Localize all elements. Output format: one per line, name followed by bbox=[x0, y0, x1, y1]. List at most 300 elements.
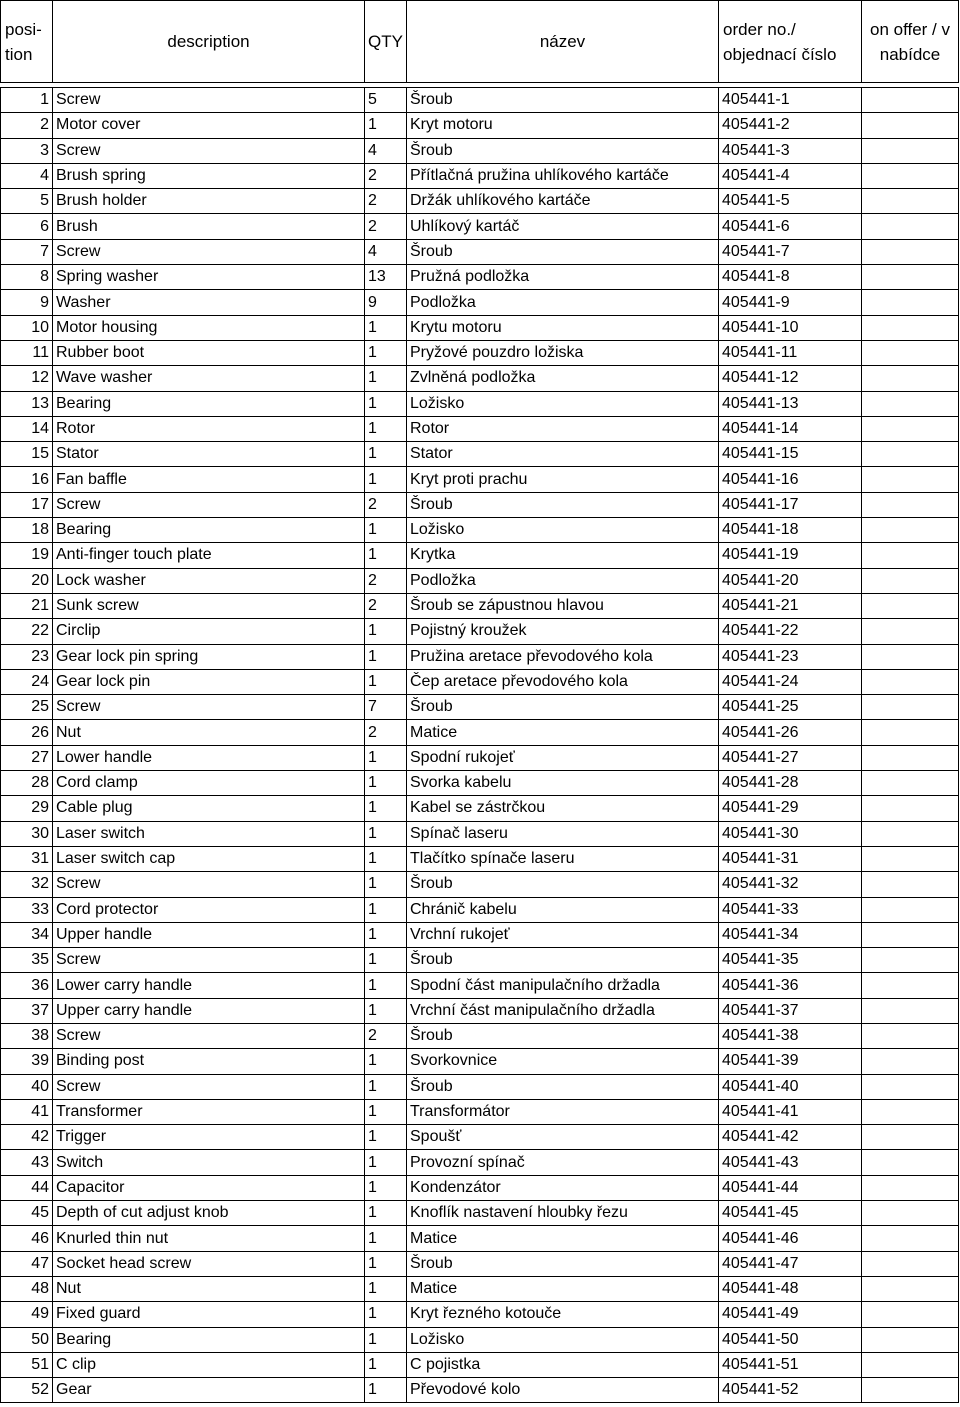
cell-qty: 2 bbox=[365, 1023, 407, 1048]
cell-qty: 1 bbox=[365, 619, 407, 644]
cell-name: Převodové kolo bbox=[407, 1378, 719, 1403]
cell-name: Pružná podložka bbox=[407, 265, 719, 290]
cell-description: Spring washer bbox=[53, 265, 365, 290]
cell-description: Upper handle bbox=[53, 922, 365, 947]
cell-on-offer bbox=[862, 1150, 959, 1175]
cell-order-number: 405441-41 bbox=[719, 1099, 862, 1124]
cell-order-number: 405441-19 bbox=[719, 543, 862, 568]
table-row bbox=[1, 948, 959, 973]
cell-name: Přítlačná pružina uhlíkového kartáče bbox=[407, 163, 719, 188]
table-row bbox=[1, 113, 959, 138]
cell-order-number: 405441-50 bbox=[719, 1327, 862, 1352]
cell-qty: 1 bbox=[365, 1175, 407, 1200]
table-row bbox=[1, 239, 959, 264]
cell-description: Cord clamp bbox=[53, 771, 365, 796]
table-row bbox=[1, 669, 959, 694]
cell-order-number: 405441-36 bbox=[719, 973, 862, 998]
cell-qty: 1 bbox=[365, 1302, 407, 1327]
table-row bbox=[1, 315, 959, 340]
cell-position: 21 bbox=[1, 593, 53, 618]
cell-qty: 1 bbox=[365, 1276, 407, 1301]
table-row bbox=[1, 1302, 959, 1327]
cell-description: Fixed guard bbox=[53, 1302, 365, 1327]
cell-qty: 1 bbox=[365, 518, 407, 543]
cell-qty: 2 bbox=[365, 163, 407, 188]
cell-order-number: 405441-14 bbox=[719, 416, 862, 441]
cell-name: Transformátor bbox=[407, 1099, 719, 1124]
cell-name: Rotor bbox=[407, 416, 719, 441]
cell-order-number: 405441-31 bbox=[719, 846, 862, 871]
cell-description: Fan baffle bbox=[53, 467, 365, 492]
cell-order-number: 405441-6 bbox=[719, 214, 862, 239]
cell-order-number: 405441-15 bbox=[719, 442, 862, 467]
cell-on-offer bbox=[862, 619, 959, 644]
cell-name: Ložisko bbox=[407, 391, 719, 416]
cell-position: 35 bbox=[1, 948, 53, 973]
cell-position: 6 bbox=[1, 214, 53, 239]
table-row bbox=[1, 998, 959, 1023]
cell-name: Pružina aretace převodového kola bbox=[407, 644, 719, 669]
cell-order-number: 405441-3 bbox=[719, 138, 862, 163]
cell-on-offer bbox=[862, 745, 959, 770]
cell-qty: 1 bbox=[365, 340, 407, 365]
cell-description: Screw bbox=[53, 695, 365, 720]
cell-description: Socket head screw bbox=[53, 1251, 365, 1276]
cell-position: 43 bbox=[1, 1150, 53, 1175]
cell-order-number: 405441-8 bbox=[719, 265, 862, 290]
cell-position: 7 bbox=[1, 239, 53, 264]
cell-name: Pojistný kroužek bbox=[407, 619, 719, 644]
cell-qty: 2 bbox=[365, 593, 407, 618]
cell-description: Depth of cut adjust knob bbox=[53, 1201, 365, 1226]
cell-order-number: 405441-48 bbox=[719, 1276, 862, 1301]
cell-on-offer bbox=[862, 1378, 959, 1403]
cell-position: 22 bbox=[1, 619, 53, 644]
cell-on-offer bbox=[862, 391, 959, 416]
cell-position: 28 bbox=[1, 771, 53, 796]
cell-on-offer bbox=[862, 1352, 959, 1377]
cell-qty: 4 bbox=[365, 138, 407, 163]
cell-qty: 1 bbox=[365, 897, 407, 922]
cell-order-number: 405441-27 bbox=[719, 745, 862, 770]
cell-qty: 1 bbox=[365, 543, 407, 568]
cell-name: Chránič kabelu bbox=[407, 897, 719, 922]
table-row bbox=[1, 416, 959, 441]
cell-description: Circlip bbox=[53, 619, 365, 644]
cell-on-offer bbox=[862, 1074, 959, 1099]
cell-on-offer bbox=[862, 442, 959, 467]
cell-position: 13 bbox=[1, 391, 53, 416]
cell-description: Brush spring bbox=[53, 163, 365, 188]
cell-description: Lock washer bbox=[53, 568, 365, 593]
table-row bbox=[1, 897, 959, 922]
cell-description: Capacitor bbox=[53, 1175, 365, 1200]
cell-name: Šroub bbox=[407, 492, 719, 517]
header-qty: QTY bbox=[365, 1, 407, 83]
cell-qty: 1 bbox=[365, 315, 407, 340]
cell-position: 8 bbox=[1, 265, 53, 290]
cell-order-number: 405441-33 bbox=[719, 897, 862, 922]
cell-order-number: 405441-52 bbox=[719, 1378, 862, 1403]
cell-on-offer bbox=[862, 720, 959, 745]
cell-description: Upper carry handle bbox=[53, 998, 365, 1023]
table-row bbox=[1, 391, 959, 416]
cell-description: Gear bbox=[53, 1378, 365, 1403]
cell-qty: 1 bbox=[365, 1327, 407, 1352]
cell-order-number: 405441-34 bbox=[719, 922, 862, 947]
cell-position: 25 bbox=[1, 695, 53, 720]
cell-name: Kabel se zástrčkou bbox=[407, 796, 719, 821]
table-row bbox=[1, 1175, 959, 1200]
cell-position: 34 bbox=[1, 922, 53, 947]
cell-qty: 2 bbox=[365, 189, 407, 214]
table-row bbox=[1, 771, 959, 796]
table-row bbox=[1, 1201, 959, 1226]
cell-order-number: 405441-42 bbox=[719, 1125, 862, 1150]
table-row bbox=[1, 1023, 959, 1048]
cell-description: Rubber boot bbox=[53, 340, 365, 365]
cell-position: 2 bbox=[1, 113, 53, 138]
cell-position: 15 bbox=[1, 442, 53, 467]
table-row bbox=[1, 720, 959, 745]
cell-order-number: 405441-30 bbox=[719, 821, 862, 846]
table-row bbox=[1, 1276, 959, 1301]
table-row bbox=[1, 340, 959, 365]
cell-name: Ložisko bbox=[407, 518, 719, 543]
cell-description: Laser switch cap bbox=[53, 846, 365, 871]
cell-on-offer bbox=[862, 1175, 959, 1200]
table-row bbox=[1, 1099, 959, 1124]
cell-on-offer bbox=[862, 189, 959, 214]
cell-order-number: 405441-10 bbox=[719, 315, 862, 340]
cell-qty: 1 bbox=[365, 644, 407, 669]
cell-on-offer bbox=[862, 88, 959, 113]
cell-on-offer bbox=[862, 771, 959, 796]
cell-position: 41 bbox=[1, 1099, 53, 1124]
table-row bbox=[1, 1150, 959, 1175]
cell-on-offer bbox=[862, 669, 959, 694]
cell-description: Lower handle bbox=[53, 745, 365, 770]
table-row bbox=[1, 1226, 959, 1251]
cell-position: 45 bbox=[1, 1201, 53, 1226]
cell-name: Kryt proti prachu bbox=[407, 467, 719, 492]
cell-on-offer bbox=[862, 290, 959, 315]
cell-order-number: 405441-20 bbox=[719, 568, 862, 593]
cell-name: Krytka bbox=[407, 543, 719, 568]
cell-order-number: 405441-1 bbox=[719, 88, 862, 113]
cell-on-offer bbox=[862, 644, 959, 669]
cell-order-number: 405441-37 bbox=[719, 998, 862, 1023]
cell-order-number: 405441-32 bbox=[719, 872, 862, 897]
cell-on-offer bbox=[862, 695, 959, 720]
cell-position: 50 bbox=[1, 1327, 53, 1352]
cell-position: 19 bbox=[1, 543, 53, 568]
cell-on-offer bbox=[862, 214, 959, 239]
cell-position: 14 bbox=[1, 416, 53, 441]
cell-on-offer bbox=[862, 1251, 959, 1276]
cell-qty: 1 bbox=[365, 1049, 407, 1074]
table-row bbox=[1, 1049, 959, 1074]
cell-order-number: 405441-21 bbox=[719, 593, 862, 618]
cell-name: Matice bbox=[407, 1226, 719, 1251]
cell-qty: 9 bbox=[365, 290, 407, 315]
cell-position: 24 bbox=[1, 669, 53, 694]
table-row bbox=[1, 366, 959, 391]
table-row bbox=[1, 138, 959, 163]
cell-qty: 1 bbox=[365, 1099, 407, 1124]
cell-description: Transformer bbox=[53, 1099, 365, 1124]
table-row bbox=[1, 872, 959, 897]
table-row bbox=[1, 922, 959, 947]
table-row bbox=[1, 1251, 959, 1276]
cell-on-offer bbox=[862, 568, 959, 593]
cell-position: 26 bbox=[1, 720, 53, 745]
cell-qty: 1 bbox=[365, 669, 407, 694]
header-name: název bbox=[407, 1, 719, 83]
cell-order-number: 405441-16 bbox=[719, 467, 862, 492]
cell-name: Šroub bbox=[407, 872, 719, 897]
table-row bbox=[1, 745, 959, 770]
cell-qty: 2 bbox=[365, 492, 407, 517]
cell-name: Spoušť bbox=[407, 1125, 719, 1150]
cell-position: 16 bbox=[1, 467, 53, 492]
cell-name: Vrchní rukojeť bbox=[407, 922, 719, 947]
cell-name: Provozní spínač bbox=[407, 1150, 719, 1175]
cell-description: Rotor bbox=[53, 416, 365, 441]
cell-position: 11 bbox=[1, 340, 53, 365]
cell-qty: 1 bbox=[365, 391, 407, 416]
cell-on-offer bbox=[862, 113, 959, 138]
cell-order-number: 405441-9 bbox=[719, 290, 862, 315]
cell-qty: 13 bbox=[365, 265, 407, 290]
cell-position: 51 bbox=[1, 1352, 53, 1377]
cell-name: Svorkovnice bbox=[407, 1049, 719, 1074]
cell-position: 39 bbox=[1, 1049, 53, 1074]
cell-on-offer bbox=[862, 1302, 959, 1327]
cell-name: Ložisko bbox=[407, 1327, 719, 1352]
cell-description: Switch bbox=[53, 1150, 365, 1175]
table-row bbox=[1, 796, 959, 821]
table-row bbox=[1, 1125, 959, 1150]
cell-position: 48 bbox=[1, 1276, 53, 1301]
cell-order-number: 405441-49 bbox=[719, 1302, 862, 1327]
cell-on-offer bbox=[862, 973, 959, 998]
table-row bbox=[1, 1352, 959, 1377]
cell-on-offer bbox=[862, 948, 959, 973]
header-description: description bbox=[53, 1, 365, 83]
table-row bbox=[1, 821, 959, 846]
cell-qty: 1 bbox=[365, 113, 407, 138]
header-on-offer: on offer / v nabídce bbox=[862, 1, 959, 83]
cell-on-offer bbox=[862, 593, 959, 618]
cell-description: Bearing bbox=[53, 391, 365, 416]
cell-position: 49 bbox=[1, 1302, 53, 1327]
cell-on-offer bbox=[862, 1327, 959, 1352]
cell-position: 1 bbox=[1, 88, 53, 113]
cell-order-number: 405441-13 bbox=[719, 391, 862, 416]
cell-name: Šroub bbox=[407, 1074, 719, 1099]
cell-name: Tlačítko spínače laseru bbox=[407, 846, 719, 871]
cell-name: Krytu motoru bbox=[407, 315, 719, 340]
cell-position: 3 bbox=[1, 138, 53, 163]
cell-description: Motor cover bbox=[53, 113, 365, 138]
table-row bbox=[1, 644, 959, 669]
cell-order-number: 405441-12 bbox=[719, 366, 862, 391]
cell-position: 5 bbox=[1, 189, 53, 214]
cell-description: Washer bbox=[53, 290, 365, 315]
cell-qty: 2 bbox=[365, 720, 407, 745]
cell-on-offer bbox=[862, 796, 959, 821]
cell-on-offer bbox=[862, 492, 959, 517]
cell-description: Brush holder bbox=[53, 189, 365, 214]
cell-qty: 1 bbox=[365, 366, 407, 391]
cell-name: Svorka kabelu bbox=[407, 771, 719, 796]
cell-description: Screw bbox=[53, 492, 365, 517]
header-position: posi- tion bbox=[1, 1, 53, 83]
header-order-number: order no./ objednací číslo bbox=[719, 1, 862, 83]
cell-name: Spínač laseru bbox=[407, 821, 719, 846]
cell-qty: 1 bbox=[365, 416, 407, 441]
cell-order-number: 405441-11 bbox=[719, 340, 862, 365]
table-row bbox=[1, 619, 959, 644]
cell-description: Sunk screw bbox=[53, 593, 365, 618]
cell-position: 31 bbox=[1, 846, 53, 871]
cell-order-number: 405441-39 bbox=[719, 1049, 862, 1074]
cell-on-offer bbox=[862, 518, 959, 543]
cell-name: Pryžové pouzdro ložiska bbox=[407, 340, 719, 365]
cell-order-number: 405441-24 bbox=[719, 669, 862, 694]
cell-on-offer bbox=[862, 340, 959, 365]
cell-order-number: 405441-4 bbox=[719, 163, 862, 188]
cell-order-number: 405441-44 bbox=[719, 1175, 862, 1200]
cell-description: Brush bbox=[53, 214, 365, 239]
table-row bbox=[1, 593, 959, 618]
cell-qty: 1 bbox=[365, 1226, 407, 1251]
cell-position: 42 bbox=[1, 1125, 53, 1150]
cell-on-offer bbox=[862, 897, 959, 922]
cell-name: Spodní rukojeť bbox=[407, 745, 719, 770]
table-row bbox=[1, 265, 959, 290]
cell-order-number: 405441-25 bbox=[719, 695, 862, 720]
table-row bbox=[1, 492, 959, 517]
table-row bbox=[1, 214, 959, 239]
cell-on-offer bbox=[862, 998, 959, 1023]
cell-name: Uhlíkový kartáč bbox=[407, 214, 719, 239]
cell-description: Gear lock pin spring bbox=[53, 644, 365, 669]
cell-qty: 4 bbox=[365, 239, 407, 264]
cell-name: Podložka bbox=[407, 568, 719, 593]
table-row bbox=[1, 88, 959, 113]
cell-order-number: 405441-43 bbox=[719, 1150, 862, 1175]
table-row bbox=[1, 163, 959, 188]
cell-qty: 1 bbox=[365, 922, 407, 947]
cell-description: Screw bbox=[53, 872, 365, 897]
cell-name: Kondenzátor bbox=[407, 1175, 719, 1200]
cell-on-offer bbox=[862, 922, 959, 947]
cell-description: Nut bbox=[53, 1276, 365, 1301]
table-row bbox=[1, 846, 959, 871]
cell-description: Cord protector bbox=[53, 897, 365, 922]
cell-description: Screw bbox=[53, 138, 365, 163]
cell-on-offer bbox=[862, 1276, 959, 1301]
cell-qty: 1 bbox=[365, 467, 407, 492]
cell-position: 36 bbox=[1, 973, 53, 998]
cell-position: 30 bbox=[1, 821, 53, 846]
cell-order-number: 405441-38 bbox=[719, 1023, 862, 1048]
cell-on-offer bbox=[862, 1023, 959, 1048]
cell-description: Screw bbox=[53, 948, 365, 973]
cell-on-offer bbox=[862, 163, 959, 188]
cell-position: 37 bbox=[1, 998, 53, 1023]
cell-qty: 1 bbox=[365, 771, 407, 796]
cell-qty: 2 bbox=[365, 568, 407, 593]
table-row bbox=[1, 290, 959, 315]
cell-qty: 1 bbox=[365, 1201, 407, 1226]
cell-description: Cable plug bbox=[53, 796, 365, 821]
cell-description: Screw bbox=[53, 88, 365, 113]
cell-qty: 1 bbox=[365, 998, 407, 1023]
cell-name: Šroub bbox=[407, 239, 719, 264]
cell-qty: 1 bbox=[365, 1125, 407, 1150]
cell-order-number: 405441-46 bbox=[719, 1226, 862, 1251]
cell-description: Anti-finger touch plate bbox=[53, 543, 365, 568]
cell-name: Šroub bbox=[407, 88, 719, 113]
cell-position: 52 bbox=[1, 1378, 53, 1403]
cell-description: Stator bbox=[53, 442, 365, 467]
cell-position: 23 bbox=[1, 644, 53, 669]
cell-description: C clip bbox=[53, 1352, 365, 1377]
cell-on-offer bbox=[862, 1125, 959, 1150]
cell-name: Matice bbox=[407, 1276, 719, 1301]
cell-qty: 1 bbox=[365, 821, 407, 846]
cell-order-number: 405441-40 bbox=[719, 1074, 862, 1099]
cell-order-number: 405441-5 bbox=[719, 189, 862, 214]
cell-description: Knurled thin nut bbox=[53, 1226, 365, 1251]
cell-order-number: 405441-29 bbox=[719, 796, 862, 821]
cell-description: Motor housing bbox=[53, 315, 365, 340]
cell-position: 17 bbox=[1, 492, 53, 517]
cell-name: Vrchní část manipulačního držadla bbox=[407, 998, 719, 1023]
table-row bbox=[1, 973, 959, 998]
table-row bbox=[1, 518, 959, 543]
cell-name: Matice bbox=[407, 720, 719, 745]
cell-position: 18 bbox=[1, 518, 53, 543]
cell-order-number: 405441-51 bbox=[719, 1352, 862, 1377]
cell-qty: 1 bbox=[365, 973, 407, 998]
table-row bbox=[1, 1327, 959, 1352]
cell-name: Podložka bbox=[407, 290, 719, 315]
cell-order-number: 405441-22 bbox=[719, 619, 862, 644]
cell-name: Šroub bbox=[407, 1023, 719, 1048]
cell-on-offer bbox=[862, 1226, 959, 1251]
cell-order-number: 405441-45 bbox=[719, 1201, 862, 1226]
cell-description: Screw bbox=[53, 1074, 365, 1099]
cell-position: 9 bbox=[1, 290, 53, 315]
cell-on-offer bbox=[862, 416, 959, 441]
cell-qty: 1 bbox=[365, 442, 407, 467]
cell-description: Laser switch bbox=[53, 821, 365, 846]
cell-qty: 1 bbox=[365, 1150, 407, 1175]
cell-position: 29 bbox=[1, 796, 53, 821]
cell-description: Screw bbox=[53, 1023, 365, 1048]
table-header bbox=[1, 1, 959, 88]
cell-description: Lower carry handle bbox=[53, 973, 365, 998]
cell-position: 47 bbox=[1, 1251, 53, 1276]
cell-on-offer bbox=[862, 138, 959, 163]
cell-on-offer bbox=[862, 1049, 959, 1074]
cell-description: Trigger bbox=[53, 1125, 365, 1150]
cell-position: 20 bbox=[1, 568, 53, 593]
